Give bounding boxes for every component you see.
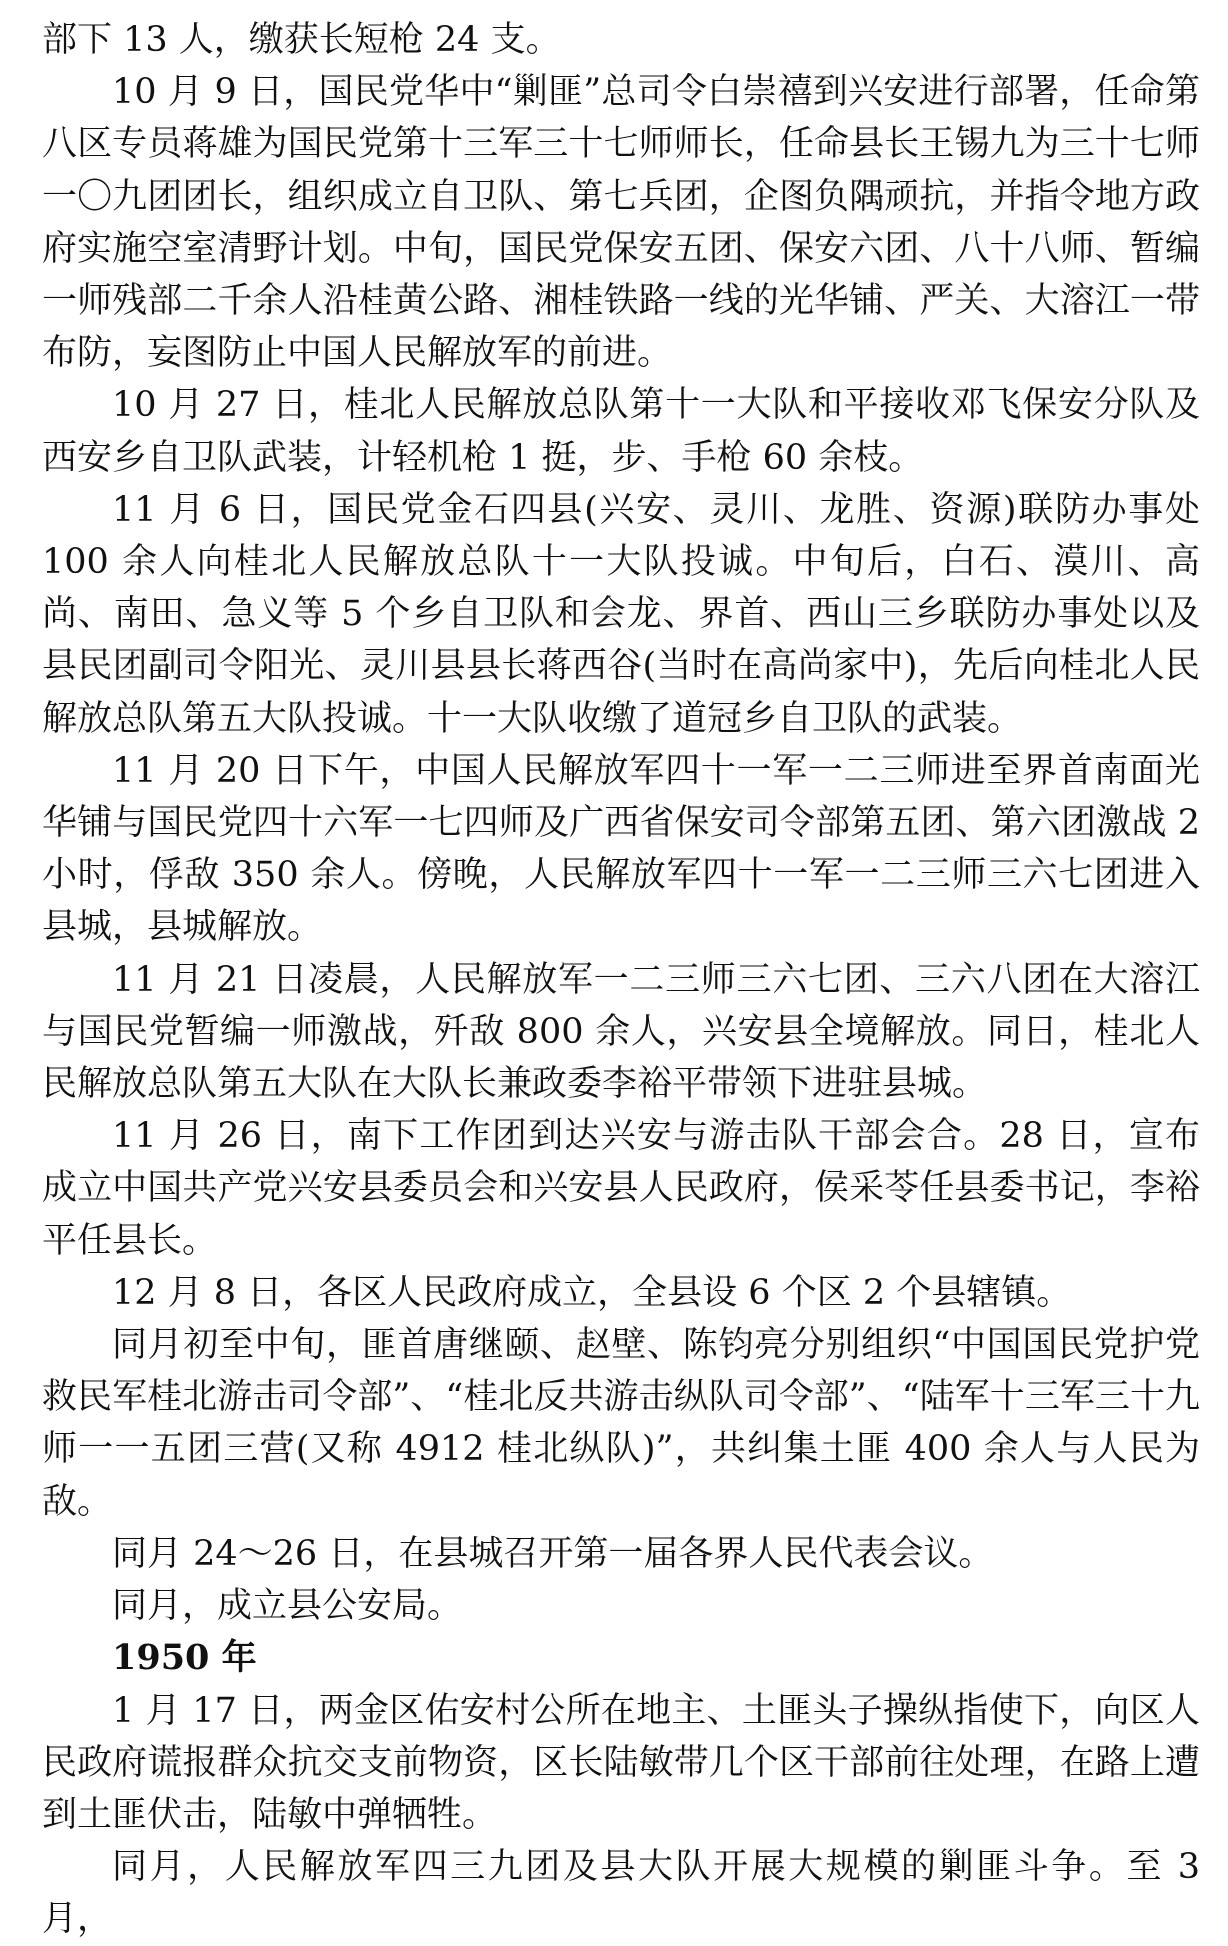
paragraph-2: 10 月 9 日，国民党华中“剿匪”总司令白崇禧到兴安进行部署，任命第八区专员蒋雄为国民党第十三军三十七师师长，任命县长王锡九为三十七师一〇九团团长，组织成立自卫队、第七兵团，企图负隅顽抗，并指令地方政府实施空室清野计划。中旬，国民党保安五团、保安六团、八十八师、暂编一师残部二千余人沿桂黄公路、湘桂铁路一线的光华铺、严关、大溶江一带布防，妄图防止中国人民解放军的前进。 [42, 72, 1200, 374]
paragraph-10: 同月 24～26 日，在县城召开第一届各界人民代表会议。 [112, 1533, 994, 1574]
paragraph-4: 11 月 6 日，国民党金石四县(兴安、灵川、龙胜、资源)联防办事处 100 余人向桂北人民解放总队十一大队投诚。中旬后，白石、漠川、高尚、南田、急义等 5 个乡自卫队和会龙、界首、西山三乡联防办事处以及县民团副司令阳光、灵川县县长蒋西谷(当时在高尚家中)，先后向桂北人民解放总队第五大队投诚。十一大队收缴了道冠乡自卫队的武装。 [42, 489, 1200, 739]
paragraph-9: 同月初至中旬，匪首唐继颐、赵壁、陈钧亮分别组织“中国国民党护党救民军桂北游击司令部”、“桂北反共游击纵队司令部”、“陆军十三军三十九师一一五团三营(又称 4912 桂北纵队)”，共纠集土匪 400 余人与人民为敌。 [42, 1325, 1200, 1522]
paragraph-7: 11 月 26 日，南下工作团到达兴安与游击队干部会合。28 日，宣布成立中国共产党兴安县委员会和兴安县人民政府，侯采苓任县委书记，李裕平任县长。 [42, 1116, 1200, 1261]
paragraph-5: 11 月 20 日下午，中国人民解放军四十一军一二三师进至界首南面光华铺与国民党四十六军一七四师及广西省保安司令部第五团、第六团激战 2 小时，俘敌 350 余人。傍晚，人民解放军四十一军一二三师三六七团进入县城，县城解放。 [42, 750, 1200, 948]
paragraph-13: 同月，人民解放军四三九团及县大队开展大规模的剿匪斗争。至 3 月， [42, 1847, 1200, 1940]
document-page [42, 14, 1200, 1946]
paragraph-6: 11 月 21 日凌晨，人民解放军一二三师三六七团、三六八团在大溶江与国民党暂编一师激战，歼敌 800 余人，兴安县全境解放。同日，桂北人民解放总队第五大队在大队长兼政委李裕平带领下进驻县城。 [42, 959, 1200, 1105]
paragraph-11: 同月，成立县公安局。 [112, 1586, 463, 1627]
paragraph-1: 部下 13 人，缴获长短枪 24 支。 [42, 20, 561, 60]
year-heading: 1950 年 [112, 1637, 257, 1679]
paragraph-12: 1 月 17 日，两金区佑安村公所在地主、土匪头子操纵指使下，向区人民政府谎报群众抗交支前物资，区长陆敏带几个区干部前往处理，在路上遭到土匪伏击，陆敏中弹牺牲。 [42, 1690, 1200, 1835]
paragraph-8: 12 月 8 日，各区人民政府成立，全县设 6 个区 2 个县辖镇。 [112, 1272, 1072, 1313]
paragraph-3: 10 月 27 日，桂北人民解放总队第十一大队和平接收邓飞保安分队及西安乡自卫队武装，计轻机枪 1 挺，步、手枪 60 余枝。 [42, 385, 1200, 478]
